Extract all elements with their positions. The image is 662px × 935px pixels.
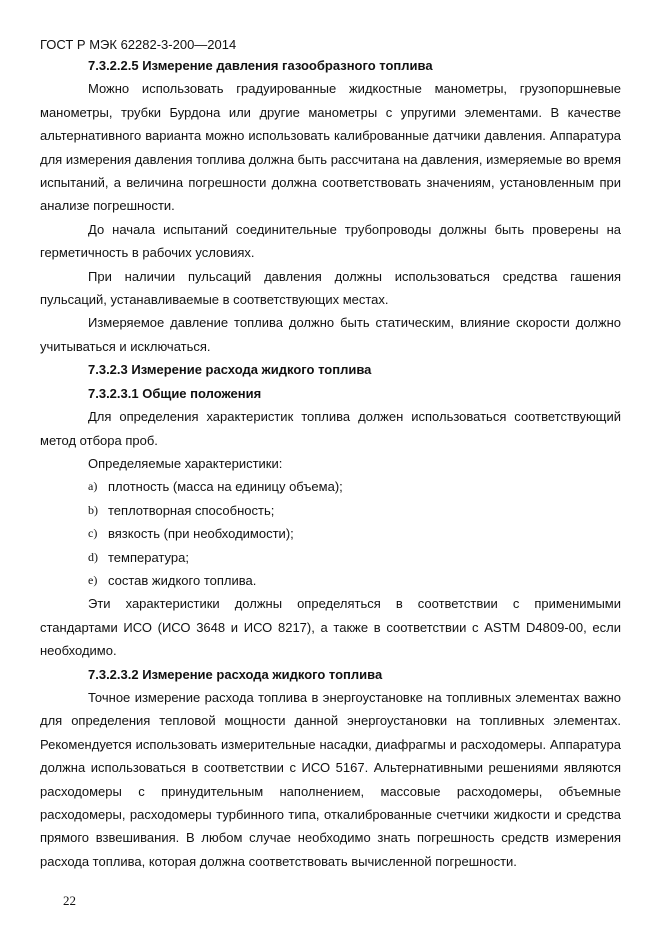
section-heading-7-3-2-3: 7.3.2.3 Измерение расхода жидкого топлива	[88, 362, 372, 378]
list-item	[40, 546, 621, 569]
paragraph-flow-measurement: Точное измерение расхода топлива в энергоустановке на топливных элементах важно для определения тепловой мощности данной энергоустановки на топливных элементах. Рекомендуется использовать измерительные насадки, диафрагмы и расходомеры. Аппаратура должна использоваться в соответствии с ИСО 5167. Альтернативными решениями являются расходомеры с принудительным наполнением, массовые расходомеры, объемные расходомеры, расходомеры турбинного типа, откалиброванные счетчики жидкости и средства прямого взвешивания. В любом случае необходимо знать погрешность средств измерения расхода топлива, которая должна соответствовать вычисленной погрешности.	[40, 689, 621, 869]
list-item	[40, 522, 621, 545]
paragraph-sampling: Для определения характеристик топлива должен использоваться соответствующий метод отбора проб.	[40, 409, 621, 448]
list-item-text: температура;	[108, 549, 189, 565]
list-item-text: вязкость (при необходимости);	[108, 526, 294, 542]
document-body	[40, 54, 621, 873]
section-heading-7-3-2-2-5: 7.3.2.2.5 Измерение давления газообразного топлива	[88, 58, 433, 73]
paragraph-pipelines: До начала испытаний соединительные трубопроводы должны быть проверены на герметичность в рабочих условиях.	[40, 221, 621, 261]
paragraph-standards: Эти характеристики должны определяться в соответствии с применимыми стандартами ИСО (ИСО 3648 и ИСО 8217), а также в соответствии с ASTM D4809-00, если необходимо.	[40, 596, 621, 659]
paragraph-static-pressure: Измеряемое давление топлива должно быть статическим, влияние скорости должно учитываться и исключаться.	[40, 315, 621, 354]
paragraph-pulsations: При наличии пульсаций давления должны использоваться средства гашения пульсаций, устанавливаемые в соответствующих местах.	[40, 268, 621, 308]
list-item-text: теплотворная способность;	[108, 502, 275, 518]
characteristics-list	[40, 475, 621, 592]
list-intro: Определяемые характеристики:	[88, 455, 283, 471]
list-marker: d)	[88, 549, 98, 564]
list-marker: c)	[88, 526, 98, 541]
list-item	[40, 499, 621, 522]
section-heading-7-3-2-3-1: 7.3.2.3.1 Общие положения	[88, 385, 262, 401]
page-number: 22	[63, 893, 76, 908]
document-header: ГОСТ Р МЭК 62282-3-200—2014	[40, 37, 237, 52]
list-item-text: состав жидкого топлива.	[108, 572, 257, 588]
list-marker: a)	[88, 479, 98, 494]
list-item	[40, 569, 621, 592]
list-item-text: плотность (масса на единицу объема);	[108, 479, 343, 495]
list-item	[40, 475, 621, 498]
list-marker: e)	[88, 572, 98, 587]
paragraph-manometers: Можно использовать градуированные жидкостные манометры, грузопоршневые манометры, трубки Бурдона или другие манометры с упругими элементами. В качестве альтернативного варианта можно использовать калиброванные датчики давления. Аппаратура для измерения давления топлива должна быть рассчитана на давления, измеряемые во время испытаний, а величина погрешности должна соответствовать значениям, установленным при анализе погрешности.	[40, 81, 621, 214]
list-marker: b)	[88, 502, 98, 517]
section-heading-7-3-2-3-2: 7.3.2.3.2 Измерение расхода жидкого топлива	[88, 666, 383, 682]
